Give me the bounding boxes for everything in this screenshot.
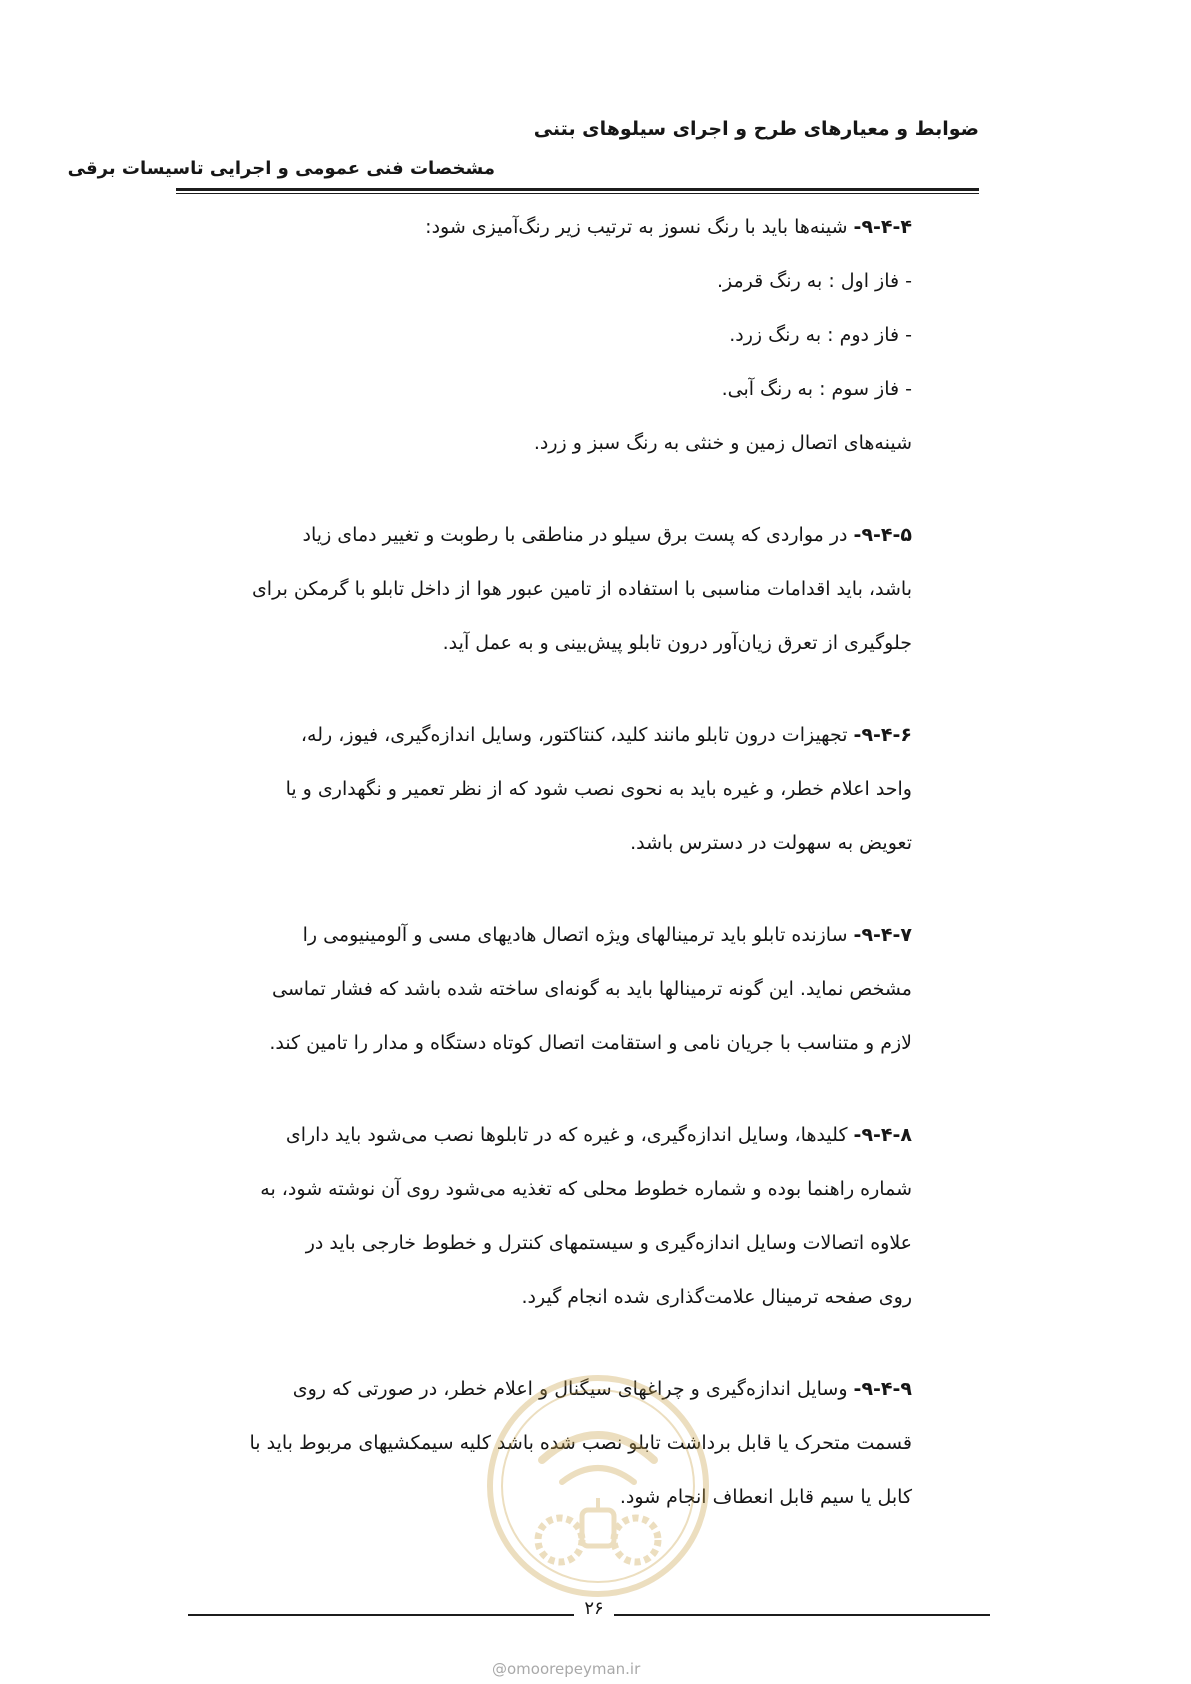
section-line: کابل یا سیم قابل انعطاف انجام شود. [619, 1486, 912, 1508]
section-line: تعویض به سهولت در دسترس باشد. [630, 832, 912, 854]
section-number: ۹-۴-۸- [853, 1124, 912, 1146]
section-line: - فاز دوم : به رنگ زرد. [729, 324, 912, 346]
section-number: ۹-۴-۹- [853, 1378, 912, 1400]
section-line: لازم و متناسب با جریان نامی و استقامت اتصال کوتاه دستگاه و مدار را تامین کند. [269, 1032, 912, 1054]
section-line: واحد اعلام خطر، و غیره باید به نحوی نصب شود که از نظر تعمیر و نگهداری و یا [285, 778, 912, 800]
section-line: جلوگیری از تعرق زیان‌آور درون تابلو پیش‌بینی و به عمل آید. [442, 632, 912, 654]
section-line: ۹-۴-۴- شینه‌ها باید با رنگ نسوز به ترتیب زیر رنگ‌آمیزی شود: [425, 216, 912, 238]
section-line: ۹-۴-۹- وسایل اندازه‌گیری و چراغهای سیگنال و اعلام خطر، در صورتی که روی [292, 1378, 912, 1400]
section-line: - فاز اول : به رنگ قرمز. [716, 270, 912, 292]
section-number: ۹-۴-۴- [853, 216, 912, 238]
section-line: - فاز سوم : به رنگ آبی. [721, 378, 912, 400]
section-line: علاوه اتصالات وسایل اندازه‌گیری و سیستمهای کنترل و خطوط خارجی باید در [305, 1232, 912, 1254]
section-line: باشد، باید اقدامات مناسبی با استفاده از تامین عبور هوا از داخل تابلو با گرمکن برای [251, 578, 912, 600]
section-9-4-8 [176, 1108, 912, 1324]
section-line: شماره راهنما بوده و شماره خطوط محلی که تغذیه می‌شود روی آن نوشته شود، به [260, 1178, 912, 1200]
header-rule-thick [176, 188, 979, 191]
footer-rule-right [614, 1614, 990, 1616]
omoor-peyman-seal-icon [482, 1370, 714, 1602]
section-9-4-4 [176, 200, 912, 470]
section-number: ۹-۴-۵- [853, 524, 912, 546]
section-line: ۹-۴-۸- کلیدها، وسایل اندازه‌گیری، و غیره که در تابلوها نصب می‌شود باید دارای [285, 1124, 912, 1146]
section-9-4-6 [176, 708, 912, 870]
section-line: ۹-۴-۷- سازنده تابلو باید ترمینالهای ویژه اتصال هادیهای مسی و آلومینیومی را [302, 924, 912, 946]
header-subtitle: مشخصات فنی عمومی و اجرایی تاسیسات برقی [67, 158, 495, 179]
section-number: ۹-۴-۷- [853, 924, 912, 946]
document-body [176, 200, 912, 1562]
section-line: ۹-۴-۶- تجهیزات درون تابلو مانند کلید، کنتاکتور، وسایل اندازه‌گیری، فیوز، رله، [300, 724, 912, 746]
page-number: ۲۶ [584, 1598, 604, 1619]
header-rule-thin [176, 193, 979, 194]
section-9-4-5 [176, 508, 912, 670]
header-title: ضوابط و معیارهای طرح و اجرای سیلوهای بتنی [533, 118, 979, 140]
section-line: ۹-۴-۵- در مواردی که پست برق سیلو در مناطقی با رطوبت و تغییر دمای زیاد [302, 524, 912, 546]
section-number: ۹-۴-۶- [853, 724, 912, 746]
section-line: مشخص نماید. این گونه ترمینالها باید به گونه‌ای ساخته شده باشد که فشار تماسی [272, 978, 912, 1000]
section-9-4-7 [176, 908, 912, 1070]
footer-rule-left [188, 1614, 574, 1616]
section-line: شینه‌های اتصال زمین و خنثی به رنگ سبز و زرد. [533, 432, 912, 454]
section-line: قسمت متحرک یا قابل برداشت تابلو نصب شده باشد کلیه سیمکشیهای مربوط باید با [249, 1432, 912, 1454]
site-watermark-text: @omoorepeyman.ir [492, 1660, 641, 1678]
section-line: روی صفحه ترمینال علامت‌گذاری شده انجام گیرد. [521, 1286, 912, 1308]
